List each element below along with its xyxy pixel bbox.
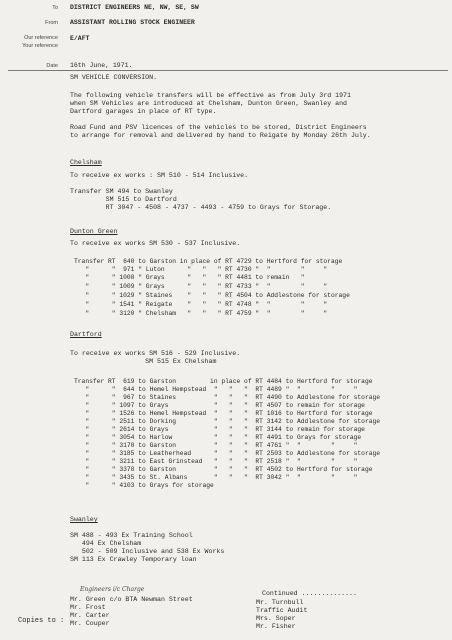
dartford-row: " " 3378 to Garston " " " RT 4502 to Hertford for storage <box>74 466 373 473</box>
copies-left-list: Mr. Green c/o BTA Newman Street Mr. Frost Mr. Carter Mr. Couper <box>70 596 193 627</box>
copies-label: Copies to : <box>18 617 65 625</box>
chelsham-receive: To receive ex works : SM 510 - 514 Inclusive. <box>70 172 249 179</box>
intro-paragraph-1: The following vehicle transfers will be effective as from July 3rd 1971 when SM Vehicles are introduced at Chelsham, Dunton Green, Swanley and Dartford garages in place of RT type. <box>70 92 351 115</box>
date-value: 16th June, 1971. <box>70 62 133 69</box>
dartford-row: " " 3054 to Harlow " " " RT 4491 to Grays for storage <box>74 434 362 441</box>
intro-paragraph-2: Road Fund and PSV licences of the vehicles to be stored, District Engineers to arrange for removal and delivered by hand to Reigate by Monday 26th July. <box>70 124 371 139</box>
dartford-row: " " 1526 to Hemel Hempstead " " " RT 1016 to Hertford for storage <box>74 410 373 417</box>
dartford-row: " " 4103 to Grays for storage <box>74 482 214 489</box>
dartford-row: " " 3185 to Leatherhead " " " RT 2503 to Addlestone for storage <box>74 450 381 457</box>
dartford-receive: To receive ex works SM 516 - 529 Inclusive. SM 515 Ex Chelsham <box>70 350 241 365</box>
to-value: DISTRICT ENGINEERS NE, NW, SE, SW <box>70 4 199 11</box>
swanley-lines: SM 488 - 493 Ex Training School 494 Ex Chelsham 502 - 509 Inclusive and 538 Ex Works SM 113 Ex Crawley Temporary loan <box>70 532 225 563</box>
from-value: ASSISTANT ROLLING STOCK ENGINEER <box>70 19 195 26</box>
dunton-green-row: " " 1029 " Staines " " " RT 4504 to Addlestone for storage <box>74 292 350 299</box>
to-label: To <box>52 5 58 11</box>
header-rule <box>8 70 448 71</box>
dunton-green-row: " " 971 " Luton " " " RT 4730 " " " " <box>74 266 328 273</box>
chelsham-transfers: Transfer SM 494 to Swanley SM 515 to Dartford RT 3047 - 4508 - 4737 - 4493 - 4759 to Grays for Storage. <box>70 188 332 211</box>
dartford-row: " " 2614 to Grays " " " RT 3144 to remain for storage <box>74 426 365 433</box>
swanley-heading: Swanley <box>70 516 98 523</box>
from-label: From <box>45 20 58 26</box>
continued-marker: Continued .............. <box>262 590 357 597</box>
dunton-green-heading: Dunton Green <box>70 228 118 235</box>
chelsham-heading: Chelsham <box>70 159 102 166</box>
dunton-green-row: Transfer RT 640 to Garston in place of RT 4729 to Hertford for storage <box>74 258 343 265</box>
copies-right-list: Mr. Turnbull Traffic Audit Mrs. Soper Mr. Fisher <box>256 599 308 630</box>
your-reference-label: Your reference <box>22 43 58 49</box>
dartford-row: " " 644 to Hemel Hempstead " " " RT 4489 " " " " <box>74 386 358 393</box>
date-label: Date <box>46 63 58 69</box>
handwritten-note: Engineers i/c Charge <box>80 586 145 593</box>
dartford-row: " " 3211 to East Grinstead " " " RT 2518 " " " " <box>74 458 358 465</box>
dartford-heading: Dartford <box>70 331 102 338</box>
dartford-row: " " 2511 to Dorking " " " RT 3142 to Addlestone for storage <box>74 418 381 425</box>
dunton-green-row: " " 3120 " Chelsham " " " RT 4759 " " " " <box>74 310 328 317</box>
our-reference-value: E/AFT <box>70 35 90 42</box>
dartford-row: Transfer RT 619 to Garston in place of RT 4484 to Hertford for storage <box>74 378 373 385</box>
dartford-row: " " 1097 to Grays " " " RT 4507 to remain for storage <box>74 402 365 409</box>
dartford-row: " " 967 to Staines " " " RT 4490 to Addlestone for storage <box>74 394 381 401</box>
dartford-row: " " 3170 to Garston " " " RT 4761 " " " " <box>74 442 358 449</box>
our-reference-label: Our reference <box>24 35 58 41</box>
subject-line: SM VEHICLE CONVERSION. <box>70 74 158 81</box>
dunton-green-row: " " 1000 " Grays " " " RT 4481 to remain " <box>74 274 305 281</box>
dunton-green-row: " " 1009 " Grays " " " RT 4733 " " " " <box>74 283 328 290</box>
dunton-green-receive: To receive ex works SM 530 - 537 Inclusive. <box>70 240 241 247</box>
dunton-green-row: " " 1541 " Reigate " " " RT 4748 " " " " <box>74 301 328 308</box>
dartford-row: " " 3435 to St. Albans " " " RT 3042 " " " " <box>74 474 358 481</box>
